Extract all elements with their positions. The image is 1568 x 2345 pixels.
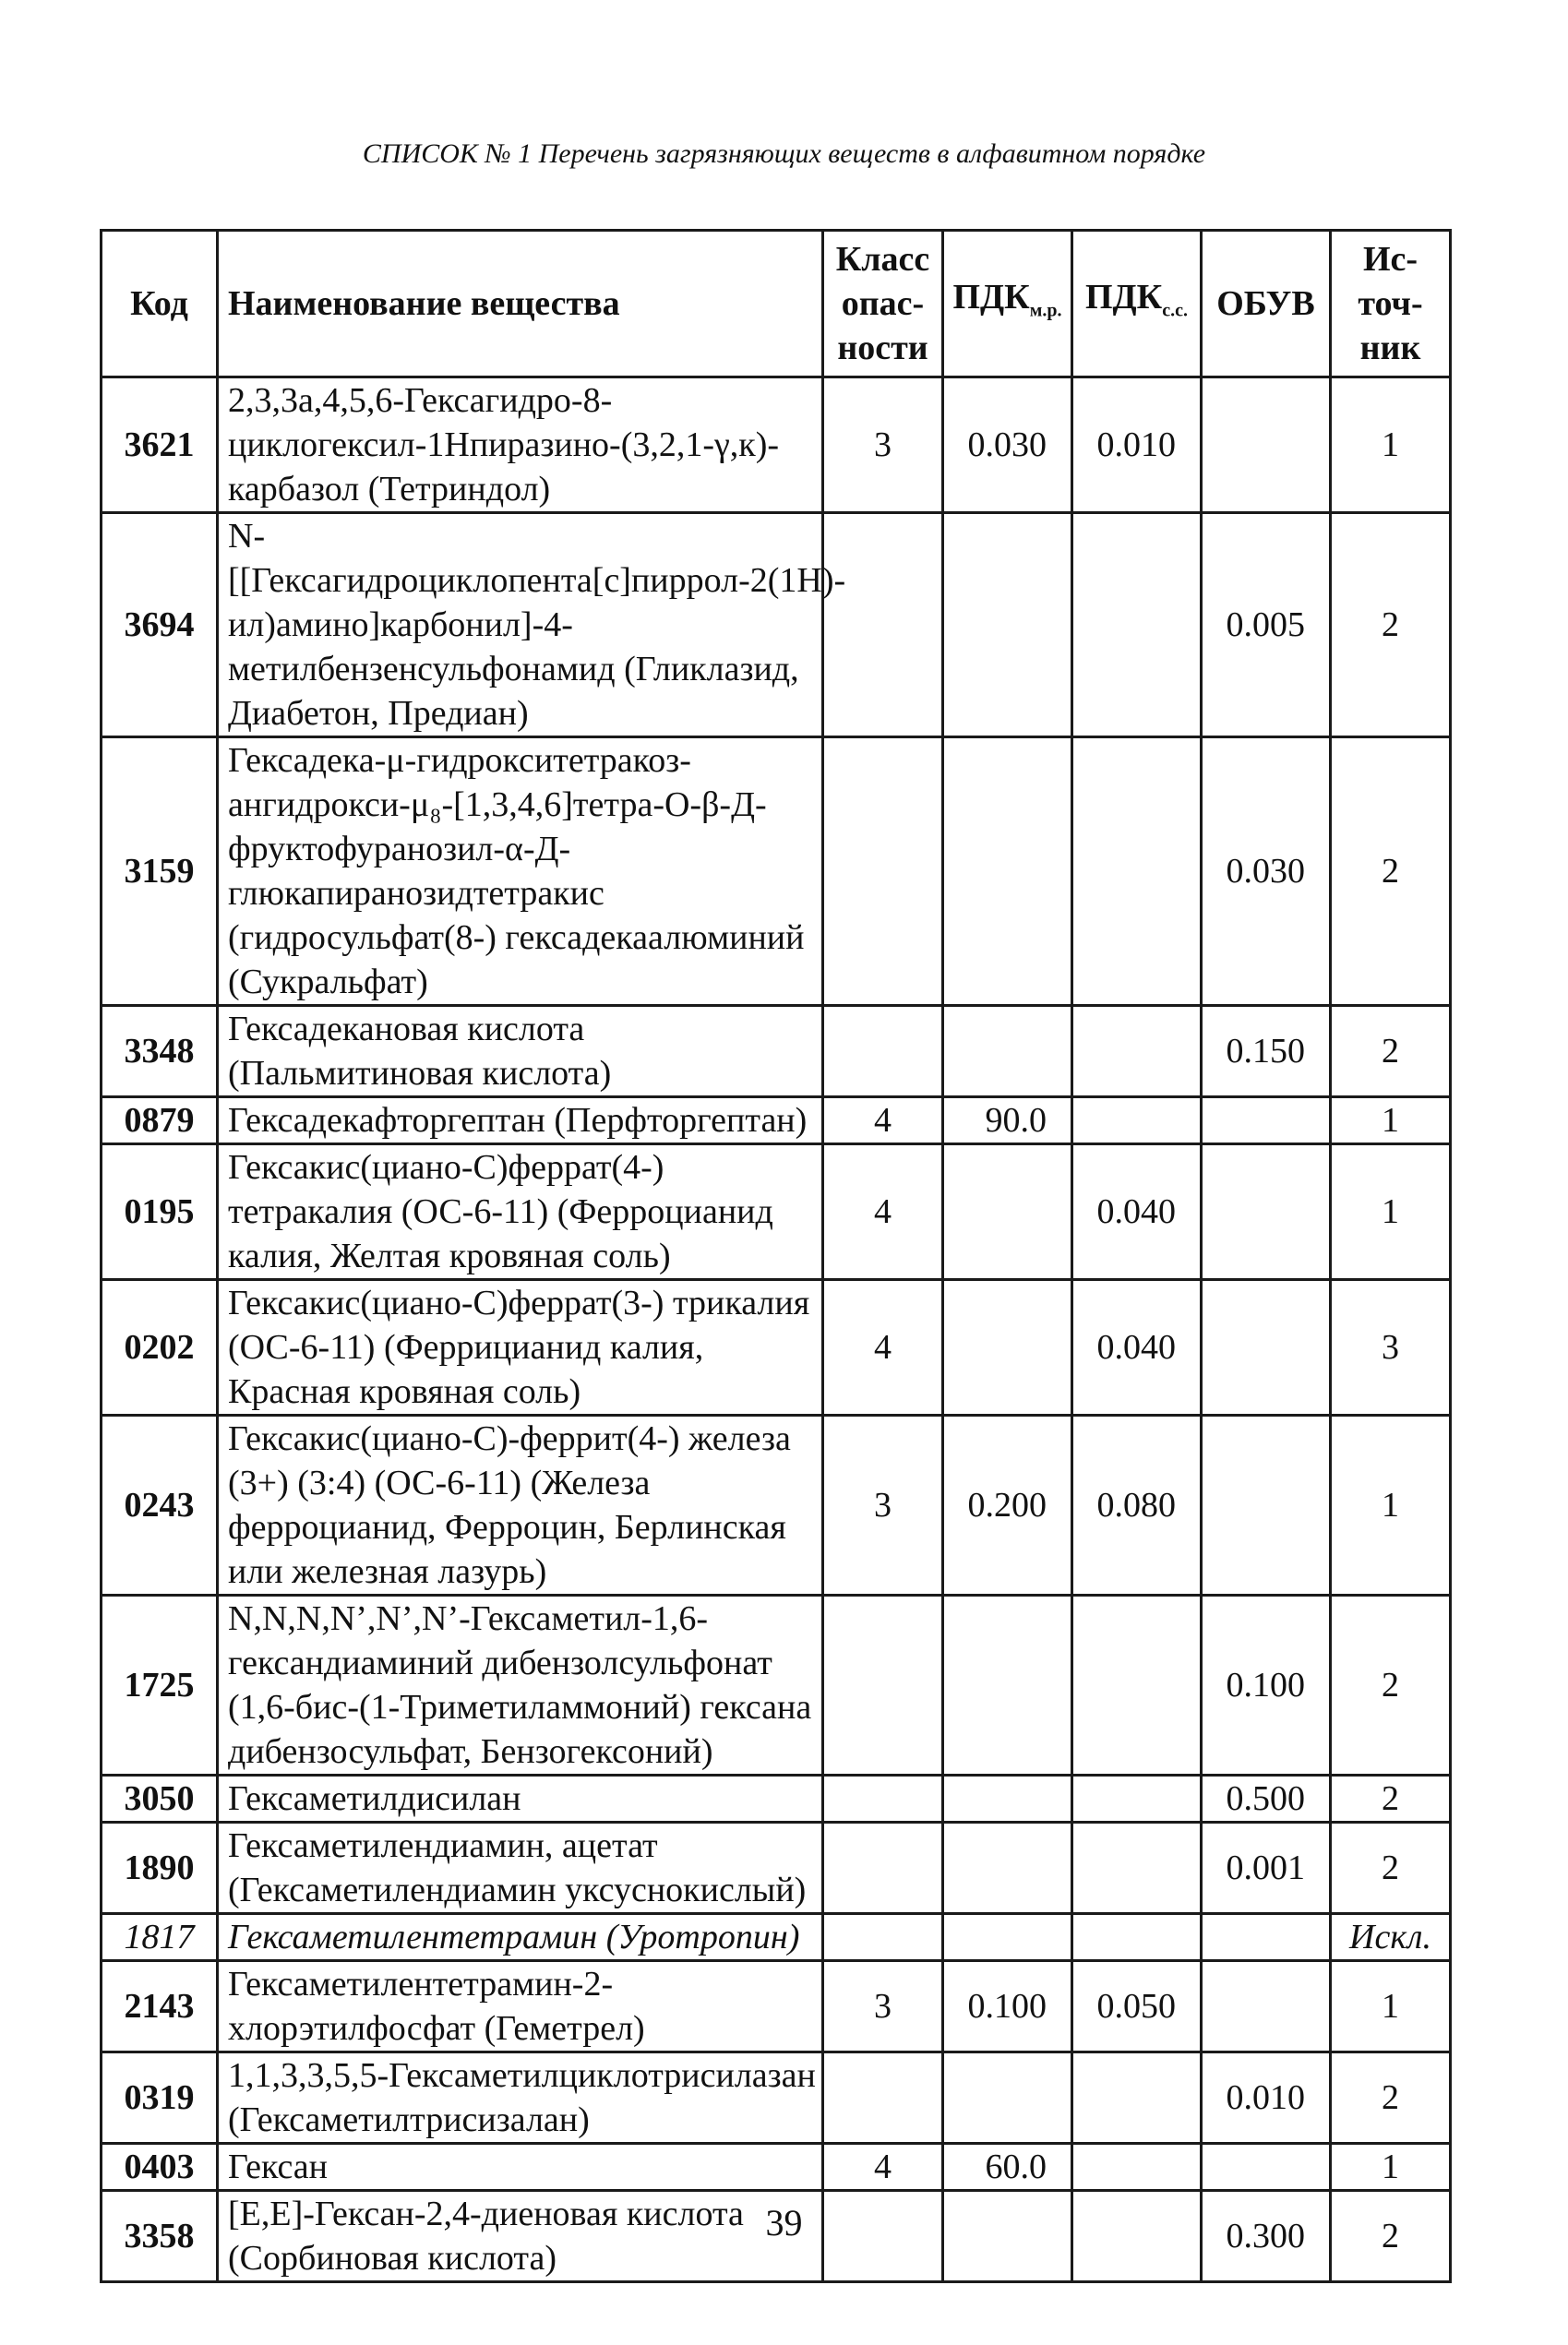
table-row [102, 2052, 1451, 2144]
cell-code: 3348 [102, 1006, 218, 1097]
cell-code: 3159 [102, 737, 218, 1006]
cell-source: 1 [1331, 1961, 1451, 2052]
cell-code: 0879 [102, 1097, 218, 1144]
cell-pdk-ss [1072, 737, 1202, 1006]
col-header-code: Код [102, 231, 218, 377]
col-header-name: Наименование вещества [218, 231, 823, 377]
cell-code: 3050 [102, 1776, 218, 1823]
cell-pdk-mr [943, 1144, 1072, 1280]
table-row [102, 1596, 1451, 1776]
cell-code: 0195 [102, 1144, 218, 1280]
cell-name: Гексаметилдисилан [218, 1776, 823, 1823]
cell-pdk-ss [1072, 513, 1202, 737]
cell-name: 1,1,3,3,5,5-Гексаметилциклотрисилазан (Гексаметилтрисизалан) [218, 2052, 823, 2144]
cell-name: Гексакис(циано-С)феррат(3-) трикалия (ОС-6-11) (Феррицианид калия, Красная кровяная соль) [218, 1280, 823, 1416]
cell-code: 0202 [102, 1280, 218, 1416]
cell-pdk-ss [1072, 1776, 1202, 1823]
cell-code: 0403 [102, 2144, 218, 2191]
cell-obuv [1202, 2144, 1331, 2191]
cell-source: 2 [1331, 737, 1451, 1006]
cell-obuv: 0.150 [1202, 1006, 1331, 1097]
col-header-source: Ис- точ- ник [1331, 231, 1451, 377]
cell-obuv [1202, 1280, 1331, 1416]
cell-obuv: 0.300 [1202, 2191, 1331, 2282]
cell-pdk-mr [943, 513, 1072, 737]
cell-class: 3 [823, 1961, 943, 2052]
cell-obuv: 0.010 [1202, 2052, 1331, 2144]
cell-class [823, 1823, 943, 1914]
cell-class [823, 737, 943, 1006]
cell-name: Гексакис(циано-С)-феррит(4-) железа (3+) (3:4) (ОС-6-11) (Железа ферроцианид, Ферроцин, Берлинская или железная лазурь) [218, 1416, 823, 1596]
cell-code: 0319 [102, 2052, 218, 2144]
cell-name: Гексан [218, 2144, 823, 2191]
cell-pdk-mr [943, 1823, 1072, 1914]
cell-pdk-ss [1072, 1097, 1202, 1144]
col-header-pdk-mr: $ПДК_{м.р.}$ [943, 231, 1072, 377]
table-row [102, 1961, 1451, 2052]
page-number: 39 [765, 2202, 803, 2243]
cell-source: 2 [1331, 2052, 1451, 2144]
cell-source: 2 [1331, 1776, 1451, 1823]
cell-code: 3621 [102, 377, 218, 513]
table-row [102, 2144, 1451, 2191]
cell-name: Гексаметилентетрамин (Уротропин) [218, 1914, 823, 1961]
cell-source: 1 [1331, 1097, 1451, 1144]
cell-name: 2,3,3а,4,5,6-Гексагидро-8-циклогексил-1Нпиразино-(3,2,1-γ,к)-карбазол (Тетриндол) [218, 377, 823, 513]
cell-pdk-mr [943, 1596, 1072, 1776]
table-header-row [102, 231, 1451, 377]
cell-class [823, 1596, 943, 1776]
table-row [102, 737, 1451, 1006]
table-row [102, 1416, 1451, 1596]
page-title: СПИСОК № 1 Перечень загрязняющих веществ в алфавитном порядке [362, 138, 1206, 169]
cell-name: Гексаметилендиамин, ацетат (Гексаметилендиамин уксуснокислый) [218, 1823, 823, 1914]
cell-class [823, 1776, 943, 1823]
cell-pdk-ss: 0.050 [1072, 1961, 1202, 2052]
table-row [102, 1776, 1451, 1823]
cell-source: 2 [1331, 1006, 1451, 1097]
cell-pdk-ss [1072, 1823, 1202, 1914]
cell-source: 2 [1331, 1823, 1451, 1914]
cell-obuv [1202, 1914, 1331, 1961]
table-row [102, 1823, 1451, 1914]
cell-code: 3694 [102, 513, 218, 737]
cell-source: 1 [1331, 377, 1451, 513]
col-header-class: Класс опас- ности [823, 231, 943, 377]
cell-obuv: 0.001 [1202, 1823, 1331, 1914]
cell-pdk-mr [943, 737, 1072, 1006]
cell-pdk-ss: 0.040 [1072, 1144, 1202, 1280]
cell-source: 1 [1331, 1144, 1451, 1280]
table-row [102, 1006, 1451, 1097]
cell-obuv: 0.005 [1202, 513, 1331, 737]
cell-class: 3 [823, 1416, 943, 1596]
cell-obuv: 0.100 [1202, 1596, 1331, 1776]
cell-pdk-ss: 0.040 [1072, 1280, 1202, 1416]
cell-pdk-ss [1072, 1914, 1202, 1961]
cell-pdk-ss [1072, 1006, 1202, 1097]
cell-pdk-mr [943, 2052, 1072, 2144]
cell-pdk-mr: 0.030 [943, 377, 1072, 513]
cell-name: Гексадекановая кислота (Пальмитиновая кислота) [218, 1006, 823, 1097]
cell-name: Гексакис(циано-С)феррат(4-) тетракалия (ОС-6-11) (Ферроцианид калия, Желтая кровяная соль) [218, 1144, 823, 1280]
cell-source: 1 [1331, 1416, 1451, 1596]
cell-name: N-[[Гексагидроциклопента[с]пиррол-2(1Н)-ил)амино]карбонил]-4-метилбензенсульфонамид (Гликлазид, Диабетон, Предиан) [218, 513, 823, 737]
cell-obuv [1202, 1416, 1331, 1596]
cell-code: 2143 [102, 1961, 218, 2052]
cell-obuv [1202, 377, 1331, 513]
cell-pdk-mr [943, 1006, 1072, 1097]
cell-name: Гексаметилентетрамин-2-хлорэтилфосфат (Геметрел) [218, 1961, 823, 2052]
cell-name: N,N,N,N’,N’,N’-Гексаметил-1,6-гександиаминий дибензолсульфонат (1,6-бис-(1-Триметиламмоний) гексана дибензосульфат, Бензогексоний) [218, 1596, 823, 1776]
cell-source: 2 [1331, 2191, 1451, 2282]
cell-obuv [1202, 1144, 1331, 1280]
cell-pdk-ss: 0.010 [1072, 377, 1202, 513]
cell-class: 4 [823, 1280, 943, 1416]
cell-class: 4 [823, 1097, 943, 1144]
cell-pdk-mr: 0.100 [943, 1961, 1072, 2052]
cell-code: 0243 [102, 1416, 218, 1596]
table-row [102, 377, 1451, 513]
table-row [102, 1144, 1451, 1280]
table-row [102, 1914, 1451, 1961]
cell-pdk-mr [943, 1776, 1072, 1823]
cell-class [823, 1914, 943, 1961]
cell-class: 4 [823, 1144, 943, 1280]
cell-class [823, 2052, 943, 2144]
cell-source: Искл. [1331, 1914, 1451, 1961]
col-header-obuv: ОБУВ [1202, 231, 1331, 377]
cell-class: 3 [823, 377, 943, 513]
cell-pdk-ss [1072, 1596, 1202, 1776]
cell-obuv [1202, 1961, 1331, 2052]
cell-class: 4 [823, 2144, 943, 2191]
cell-code: 1817 [102, 1914, 218, 1961]
cell-pdk-ss [1072, 2144, 1202, 2191]
cell-pdk-mr [943, 1280, 1072, 1416]
cell-name: Гексадека-μ-гидрокситетракоз-ангидрокси-μ₈-[1,3,4,6]тетра-О-β-Д-фруктофуранозил-α-Д-глюкапиранозидтетракис (гидросульфат(8-) гексадекаалюминий (Сукральфат) [218, 737, 823, 1006]
table-row [102, 1097, 1451, 1144]
cell-source: 1 [1331, 2144, 1451, 2191]
col-header-pdk-ss: $ПДК_{с.с.}$ [1072, 231, 1202, 377]
cell-pdk-mr: 60.0 [943, 2144, 1072, 2191]
cell-pdk-ss: 0.080 [1072, 1416, 1202, 1596]
cell-code: 3358 [102, 2191, 218, 2282]
cell-source: 2 [1331, 513, 1451, 737]
table-row [102, 1280, 1451, 1416]
cell-code: 1890 [102, 1823, 218, 1914]
substances-table [100, 229, 1452, 2283]
cell-source: 2 [1331, 1596, 1451, 1776]
cell-pdk-mr: 90.0 [943, 1097, 1072, 1144]
cell-pdk-ss [1072, 2052, 1202, 2144]
cell-name: Гексадекафторгептан (Перфторгептан) [218, 1097, 823, 1144]
cell-class [823, 513, 943, 737]
cell-code: 1725 [102, 1596, 218, 1776]
cell-class [823, 1006, 943, 1097]
cell-obuv: 0.030 [1202, 737, 1331, 1006]
cell-source: 3 [1331, 1280, 1451, 1416]
cell-obuv: 0.500 [1202, 1776, 1331, 1823]
cell-name: [Е,Е]-Гексан-2,4-диеновая кислота (Сорбиновая кислота) [218, 2191, 823, 2282]
cell-pdk-mr [943, 1914, 1072, 1961]
cell-obuv [1202, 1097, 1331, 1144]
table-row [102, 513, 1451, 737]
cell-pdk-mr: 0.200 [943, 1416, 1072, 1596]
